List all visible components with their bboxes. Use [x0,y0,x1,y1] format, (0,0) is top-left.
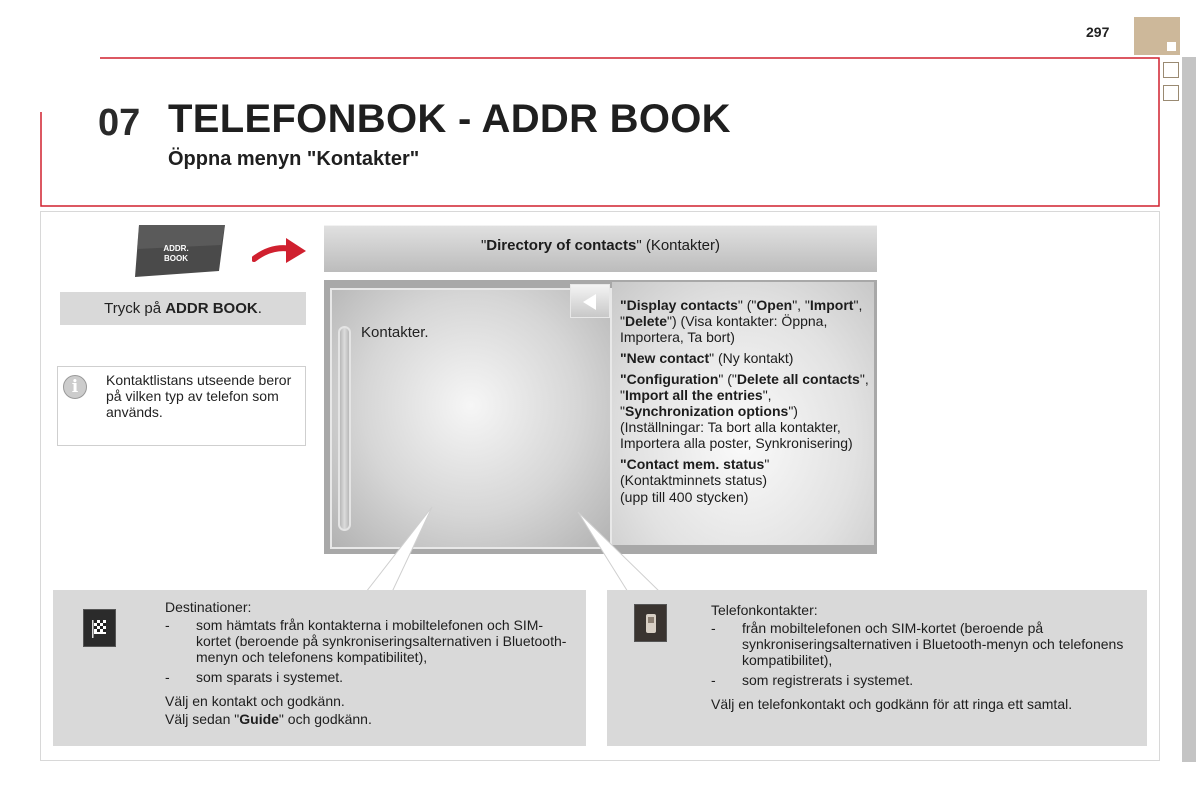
destinations-bullet-1: som hämtats från kontakterna i mobiltelefonen och SIM-kortet (beroende på synkroniseringsalternativen i Bluetooth-menyn och telefonens kompatibilitet), [196,617,567,665]
scrollbar[interactable] [338,326,351,531]
info-icon: i [63,375,87,399]
tab-box-2 [1163,85,1179,101]
page-title: TELEFONBOK - ADDR BOOK [168,97,731,141]
phone-contacts-panel: Telefonkontakter: - från mobiltelefonen och SIM-kortet (beroende på synkroniseringsalternativen i Bluetooth-menyn och telefonens kompatibilitet), - som registrerats i systemet. Välj en telefonkontakt och godkänn för att ringa ett samtal. [607,590,1147,746]
destination-flag-icon [83,609,116,647]
destinations-bullet-2: som sparats i systemet. [196,669,344,685]
press-instruction: Tryck på ADDR BOOK. [60,292,306,325]
page-number: 297 [1086,24,1110,40]
phone-contacts-instruction: Välj en telefonkontakt och godkänn för att ringa ett samtal. [711,696,1073,712]
phone-contacts-heading: Telefonkontakter: [711,602,818,618]
mobile-phone-icon [634,604,667,642]
menu-item[interactable]: "New contact" (Ny kontakt) [620,350,794,366]
phone-contacts-bullet-1: från mobiltelefonen och SIM-kortet (beroende på synkroniseringsalternativen i Bluetooth-menyn och telefonens kompatibilitet), [742,620,1124,668]
key-label-line2: BOOK [164,254,188,263]
addr-book-key[interactable] [135,225,225,277]
menu-item[interactable]: "Contact mem. status" (Kontaktminnets status) [620,456,770,488]
contacts-label: Kontakter. [361,324,429,341]
menu-item[interactable]: "Configuration" ("Delete all contacts", "Import all the entries", "Synchronization options") (Inställningar: Ta bort alla kontakter, Importera alla poster, Synkronisering) [620,371,869,451]
info-text: Kontaktlistans utseende beror på vilken typ av telefon som används. [106,372,292,420]
chapter-number: 07 [98,102,141,144]
destinations-panel: Destinationer: - som hämtats från kontakterna i mobiltelefonen och SIM-kortet (beroende på synkroniseringsalternativen i Bluetooth-menyn och telefonens kompatibilitet), - som sparats i systemet. Välj en kontakt och godkänn. Välj sedan "Guide" och godkänn. [53,590,586,746]
chapter-tab [1134,17,1180,55]
tab-box-1 [1163,62,1179,78]
menu-item[interactable]: (upp till 400 stycken) [620,489,749,505]
red-arrow-icon [252,235,307,275]
phone-contacts-bullet-2: som registrerats i systemet. [742,672,914,688]
screen-menu-list [620,297,870,510]
page-subtitle: Öppna menyn "Kontakter" [168,148,420,170]
destinations-instruction-1: Välj en kontakt och godkänn. [165,693,345,709]
destinations-heading: Destinationer: [165,599,252,615]
back-arrow-icon[interactable] [570,284,610,318]
screen-title-bar: "Directory of contacts" (Kontakter) [324,225,877,272]
destinations-instruction-2: Välj sedan "Guide" och godkänn. [165,711,372,727]
side-bar [1182,57,1196,762]
info-note [57,366,306,446]
key-label-line1: ADDR. [163,244,189,253]
menu-item[interactable]: "Display contacts" ("Open", "Import", "Delete") (Visa kontakter: Öppna, Importera, Ta bort) [620,297,863,345]
